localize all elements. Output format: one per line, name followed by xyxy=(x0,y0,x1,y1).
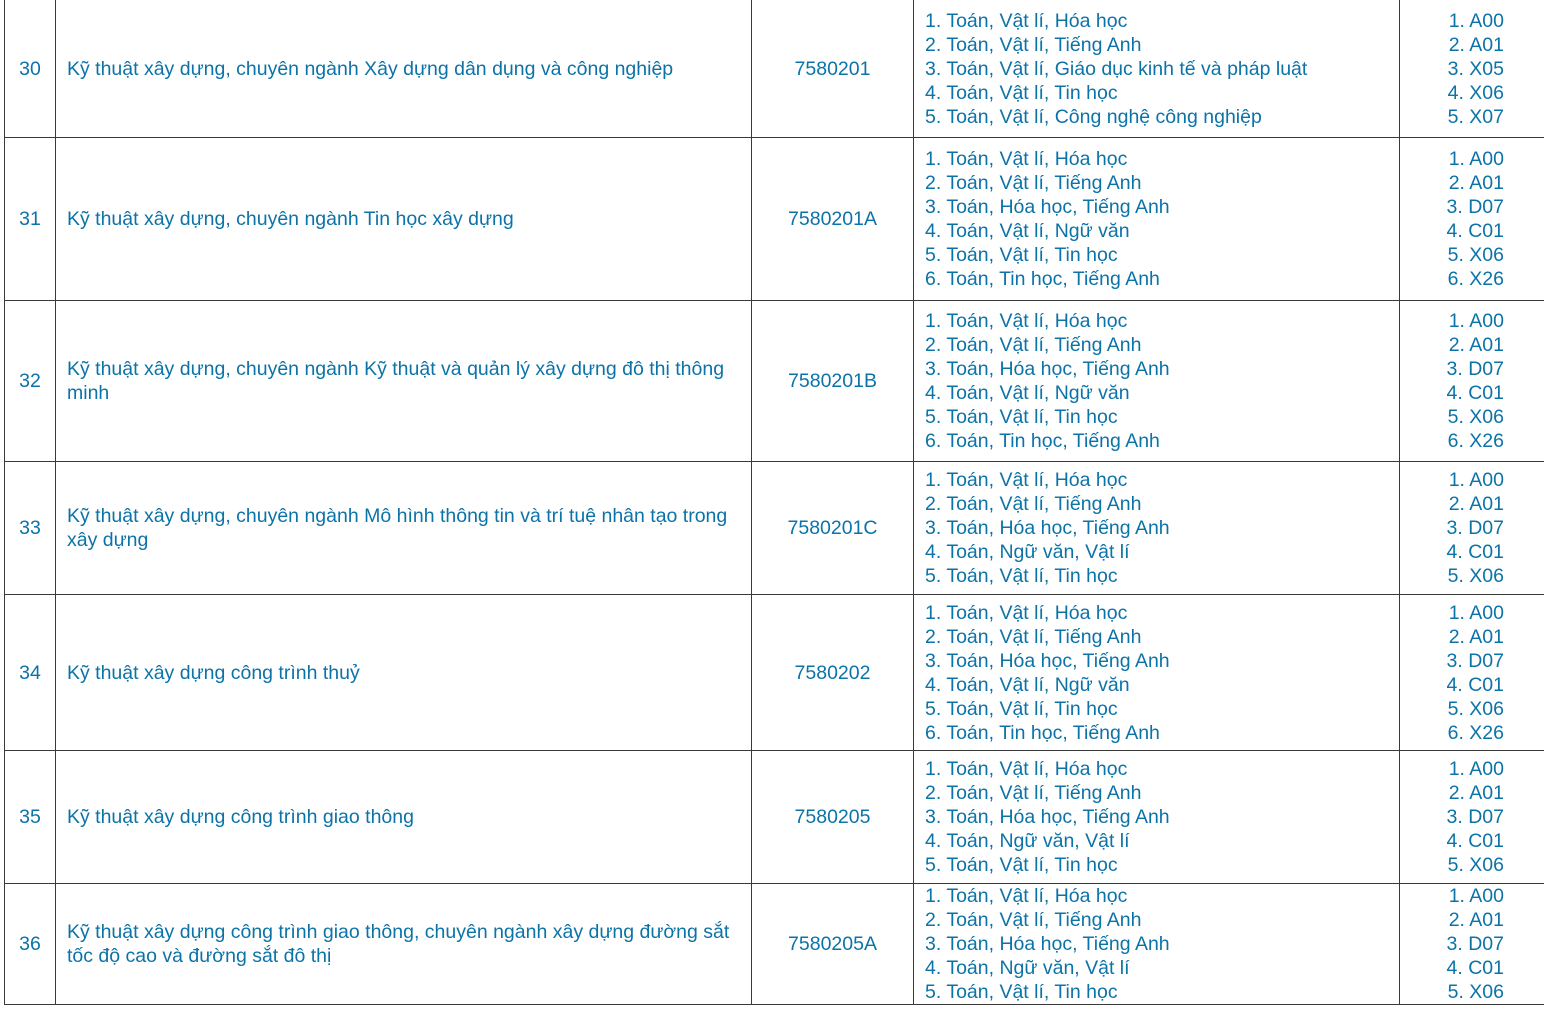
subject-combination: 2. Toán, Vật lí, Tiếng Anh xyxy=(925,782,1142,804)
combination-code: 3. D07 xyxy=(1446,649,1504,672)
combination-code: 4. C01 xyxy=(1446,541,1504,563)
subject-combination: 4. Toán, Ngữ văn, Vật lí xyxy=(925,541,1130,563)
combination-codes xyxy=(1400,595,1544,751)
subject-combinations xyxy=(914,0,1400,138)
subject-combination: 5. Toán, Vật lí, Tin học xyxy=(925,565,1118,587)
combination-codes xyxy=(1400,462,1544,595)
subject-combination: 3. Toán, Hóa học, Tiếng Anh xyxy=(925,358,1170,380)
subject-combination: 5. Toán, Vật lí, Tin học xyxy=(925,981,1118,1003)
subject-combination: 4. Toán, Vật lí, Ngữ văn xyxy=(925,673,1130,696)
program-name: Kỹ thuật xây dựng công trình giao thông xyxy=(56,751,752,884)
subject-combination: 1. Toán, Vật lí, Hóa học xyxy=(925,885,1128,907)
subject-combination: 6. Toán, Tin học, Tiếng Anh xyxy=(925,268,1160,290)
combination-code: 4. X06 xyxy=(1447,81,1504,104)
table-body xyxy=(5,0,1544,1005)
combination-code: 1. A00 xyxy=(1448,885,1504,907)
combination-code: 3. D07 xyxy=(1446,196,1504,218)
combination-code: 5. X06 xyxy=(1447,854,1504,876)
subject-combinations xyxy=(914,884,1400,1005)
subject-combination: 1. Toán, Vật lí, Hóa học xyxy=(925,758,1128,780)
program-name: Kỹ thuật xây dựng, chuyên ngành Xây dựng dân dụng và công nghiệp xyxy=(56,0,752,138)
combination-codes xyxy=(1400,884,1544,1005)
subject-combination: 3. Toán, Hóa học, Tiếng Anh xyxy=(925,933,1170,955)
combination-code: 1. A00 xyxy=(1448,310,1504,332)
combination-code: 5. X06 xyxy=(1447,244,1504,266)
table-row xyxy=(5,462,1544,595)
subject-combination: 2. Toán, Vật lí, Tiếng Anh xyxy=(925,909,1142,931)
subject-combination: 2. Toán, Vật lí, Tiếng Anh xyxy=(925,625,1142,648)
program-code: 7580201 xyxy=(752,0,914,138)
subject-combination: 5. Toán, Vật lí, Tin học xyxy=(925,697,1118,720)
subject-combination: 4. Toán, Ngữ văn, Vật lí xyxy=(925,830,1130,852)
combination-code: 4. C01 xyxy=(1446,830,1504,852)
program-code: 7580201B xyxy=(752,301,914,462)
combination-code: 2. A01 xyxy=(1448,172,1504,194)
combination-code: 1. A00 xyxy=(1448,601,1504,624)
combination-code: 1. A00 xyxy=(1448,9,1504,32)
subject-combination: 4. Toán, Vật lí, Ngữ văn xyxy=(925,220,1130,242)
row-number: 33 xyxy=(5,462,56,595)
combination-code: 5. X06 xyxy=(1447,565,1504,587)
subject-combination: 1. Toán, Vật lí, Hóa học xyxy=(925,148,1128,170)
combination-code: 6. X26 xyxy=(1447,721,1504,744)
subject-combinations xyxy=(914,138,1400,301)
combination-code: 4. C01 xyxy=(1446,382,1504,404)
combination-code: 2. A01 xyxy=(1448,909,1504,931)
subject-combination: 5. Toán, Vật lí, Tin học xyxy=(925,854,1118,876)
subject-combination: 2. Toán, Vật lí, Tiếng Anh xyxy=(925,334,1142,356)
subject-combinations xyxy=(914,751,1400,884)
combination-codes xyxy=(1400,751,1544,884)
program-code: 7580205A xyxy=(752,884,914,1005)
row-number: 34 xyxy=(5,595,56,751)
combination-code: 2. A01 xyxy=(1448,493,1504,515)
subject-combination: 6. Toán, Tin học, Tiếng Anh xyxy=(925,430,1160,452)
combination-code: 3. D07 xyxy=(1446,806,1504,828)
program-code: 7580202 xyxy=(752,595,914,751)
subject-combination: 1. Toán, Vật lí, Hóa học xyxy=(925,310,1128,332)
combination-code: 2. A01 xyxy=(1448,33,1504,56)
program-name: Kỹ thuật xây dựng, chuyên ngành Tin học xây dựng xyxy=(56,138,752,301)
table-row xyxy=(5,0,1544,138)
subject-combination: 1. Toán, Vật lí, Hóa học xyxy=(925,469,1128,491)
subject-combination: 6. Toán, Tin học, Tiếng Anh xyxy=(925,721,1160,744)
subject-combination: 2. Toán, Vật lí, Tiếng Anh xyxy=(925,172,1142,194)
subject-combination: 3. Toán, Hóa học, Tiếng Anh xyxy=(925,649,1170,672)
subject-combination: 4. Toán, Ngữ văn, Vật lí xyxy=(925,957,1130,979)
subject-combination: 3. Toán, Vật lí, Giáo dục kinh tế và pháp luật xyxy=(925,57,1308,80)
combination-code: 1. A00 xyxy=(1448,148,1504,170)
combination-code: 4. C01 xyxy=(1446,957,1504,979)
program-name: Kỹ thuật xây dựng công trình giao thông, chuyên ngành xây dựng đường sắt tốc độ cao và đường sắt đô thị xyxy=(56,884,752,1005)
subject-combination: 4. Toán, Vật lí, Ngữ văn xyxy=(925,382,1130,404)
combination-code: 2. A01 xyxy=(1448,625,1504,648)
table-row xyxy=(5,138,1544,301)
subject-combination: 1. Toán, Vật lí, Hóa học xyxy=(925,601,1128,624)
row-number: 36 xyxy=(5,884,56,1005)
subject-combination: 2. Toán, Vật lí, Tiếng Anh xyxy=(925,33,1142,56)
program-name: Kỹ thuật xây dựng, chuyên ngành Kỹ thuật và quản lý xây dựng đô thị thông minh xyxy=(56,301,752,462)
table-row xyxy=(5,595,1544,751)
combination-code: 5. X06 xyxy=(1447,406,1504,428)
combination-code: 3. D07 xyxy=(1446,358,1504,380)
admission-programs-table xyxy=(4,0,1544,1005)
row-number: 31 xyxy=(5,138,56,301)
combination-code: 5. X06 xyxy=(1447,697,1504,720)
subject-combination: 1. Toán, Vật lí, Hóa học xyxy=(925,9,1128,32)
table-row xyxy=(5,884,1544,1005)
combination-code: 4. C01 xyxy=(1446,673,1504,696)
subject-combinations xyxy=(914,301,1400,462)
combination-code: 1. A00 xyxy=(1448,469,1504,491)
combination-code: 5. X07 xyxy=(1447,105,1504,128)
combination-code: 6. X26 xyxy=(1447,430,1504,452)
subject-combination: 4. Toán, Vật lí, Tin học xyxy=(925,81,1118,104)
combination-code: 1. A00 xyxy=(1448,758,1504,780)
subject-combinations xyxy=(914,462,1400,595)
program-code: 7580201C xyxy=(752,462,914,595)
table-row xyxy=(5,751,1544,884)
row-number: 32 xyxy=(5,301,56,462)
subject-combination: 3. Toán, Hóa học, Tiếng Anh xyxy=(925,517,1170,539)
combination-code: 5. X06 xyxy=(1447,981,1504,1003)
subject-combination: 5. Toán, Vật lí, Tin học xyxy=(925,244,1118,266)
subject-combination: 2. Toán, Vật lí, Tiếng Anh xyxy=(925,493,1142,515)
subject-combination: 3. Toán, Hóa học, Tiếng Anh xyxy=(925,806,1170,828)
combination-code: 2. A01 xyxy=(1448,334,1504,356)
subject-combination: 5. Toán, Vật lí, Tin học xyxy=(925,406,1118,428)
subject-combinations xyxy=(914,595,1400,751)
combination-codes xyxy=(1400,138,1544,301)
subject-combination: 3. Toán, Hóa học, Tiếng Anh xyxy=(925,196,1170,218)
combination-code: 2. A01 xyxy=(1448,782,1504,804)
combination-codes xyxy=(1400,301,1544,462)
program-name: Kỹ thuật xây dựng công trình thuỷ xyxy=(56,595,752,751)
combination-code: 3. D07 xyxy=(1446,933,1504,955)
row-number: 35 xyxy=(5,751,56,884)
program-code: 7580201A xyxy=(752,138,914,301)
combination-code: 3. D07 xyxy=(1446,517,1504,539)
row-number: 30 xyxy=(5,0,56,138)
table-row xyxy=(5,301,1544,462)
program-code: 7580205 xyxy=(752,751,914,884)
subject-combination: 5. Toán, Vật lí, Công nghệ công nghiệp xyxy=(925,105,1262,128)
combination-codes xyxy=(1400,0,1544,138)
combination-code: 4. C01 xyxy=(1446,220,1504,242)
combination-code: 3. X05 xyxy=(1447,57,1504,80)
program-name: Kỹ thuật xây dựng, chuyên ngành Mô hình thông tin và trí tuệ nhân tạo trong xây dựng xyxy=(56,462,752,595)
combination-code: 6. X26 xyxy=(1447,268,1504,290)
